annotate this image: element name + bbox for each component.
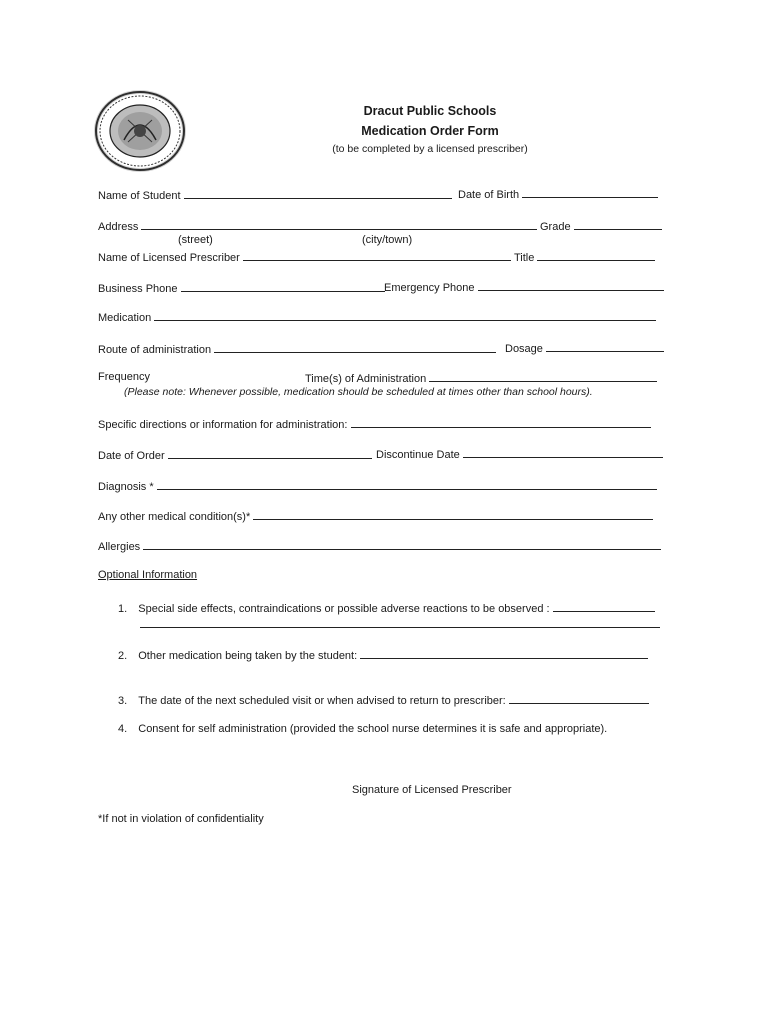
dob-label: Date of Birth: [458, 189, 520, 201]
side-effects-field[interactable]: [553, 601, 655, 612]
dosage-label: Dosage: [505, 343, 543, 355]
optional-item-2: [118, 648, 648, 662]
other-conditions-field[interactable]: [253, 509, 653, 520]
item-text: Special side effects, contraindications or possible adverse reactions to be observed :: [138, 603, 550, 615]
medication-label: Medication: [98, 312, 152, 324]
allergies-label: Allergies: [98, 541, 141, 553]
form-subtitle: (to be completed by a licensed prescriber): [332, 143, 528, 155]
optional-item-1: [118, 601, 655, 615]
city-town-caption: (city/town): [362, 234, 413, 246]
item-number: 4.: [118, 723, 128, 735]
prescriber-label: Name of Licensed Prescriber: [98, 252, 240, 264]
title-label: Title: [514, 252, 535, 264]
medication-field[interactable]: [154, 310, 656, 321]
address-label: Address: [98, 221, 139, 233]
side-effects-line-2[interactable]: [140, 627, 660, 628]
business-phone-field[interactable]: [181, 281, 385, 292]
next-visit-field[interactable]: [509, 693, 649, 704]
street-caption: (street): [178, 234, 213, 246]
grade-field[interactable]: [574, 219, 662, 230]
other-conditions-label: Any other medical condition(s)*: [98, 511, 251, 523]
item-text: Other medication being taken by the student:: [138, 650, 358, 662]
item-number: 2.: [118, 650, 128, 662]
times-field[interactable]: [429, 371, 657, 382]
discontinue-date-field[interactable]: [463, 447, 663, 458]
directions-label: Specific directions or information for administration:: [98, 419, 348, 431]
diagnosis-label: Diagnosis *: [98, 481, 154, 493]
form-title: Medication Order Form: [361, 124, 499, 138]
student-name-label: Name of Student: [98, 190, 181, 202]
route-label: Route of administration: [98, 344, 212, 356]
route-field[interactable]: [214, 342, 496, 353]
student-name-field[interactable]: [184, 188, 452, 199]
item-text: Consent for self administration (provided the school nurse determines it is safe and appropriate).: [138, 723, 608, 735]
address-field[interactable]: [141, 219, 537, 230]
date-of-order-label: Date of Order: [98, 450, 165, 462]
times-note: (Please note: Whenever possible, medication should be scheduled at times other than school hours).: [124, 386, 593, 398]
prescriber-field[interactable]: [243, 250, 511, 261]
item-number: 1.: [118, 603, 128, 615]
optional-heading: Optional Information: [98, 569, 198, 581]
optional-item-4: [118, 723, 607, 735]
title-field[interactable]: [537, 250, 655, 261]
business-phone-label: Business Phone: [98, 283, 178, 295]
dob-field[interactable]: [522, 187, 658, 198]
town-seal-logo: [94, 90, 186, 172]
allergies-field[interactable]: [143, 539, 661, 550]
other-medication-field[interactable]: [360, 648, 648, 659]
footnote: *If not in violation of confidentiality: [98, 813, 264, 825]
grade-label: Grade: [540, 221, 571, 233]
emergency-phone-field[interactable]: [478, 280, 664, 291]
frequency-label: Frequency: [98, 371, 150, 383]
item-number: 3.: [118, 695, 128, 707]
signature-label: Signature of Licensed Prescriber: [352, 784, 512, 796]
item-text: The date of the next scheduled visit or when advised to return to prescriber:: [138, 695, 506, 707]
school-name: Dracut Public Schools: [363, 104, 497, 118]
dosage-field[interactable]: [546, 341, 664, 352]
emergency-phone-label: Emergency Phone: [384, 282, 475, 294]
optional-item-3: [118, 693, 649, 707]
directions-field[interactable]: [351, 417, 651, 428]
date-of-order-field[interactable]: [168, 448, 372, 459]
diagnosis-field[interactable]: [157, 479, 657, 490]
discontinue-date-label: Discontinue Date: [376, 449, 460, 461]
times-label: Time(s) of Administration: [305, 373, 427, 385]
